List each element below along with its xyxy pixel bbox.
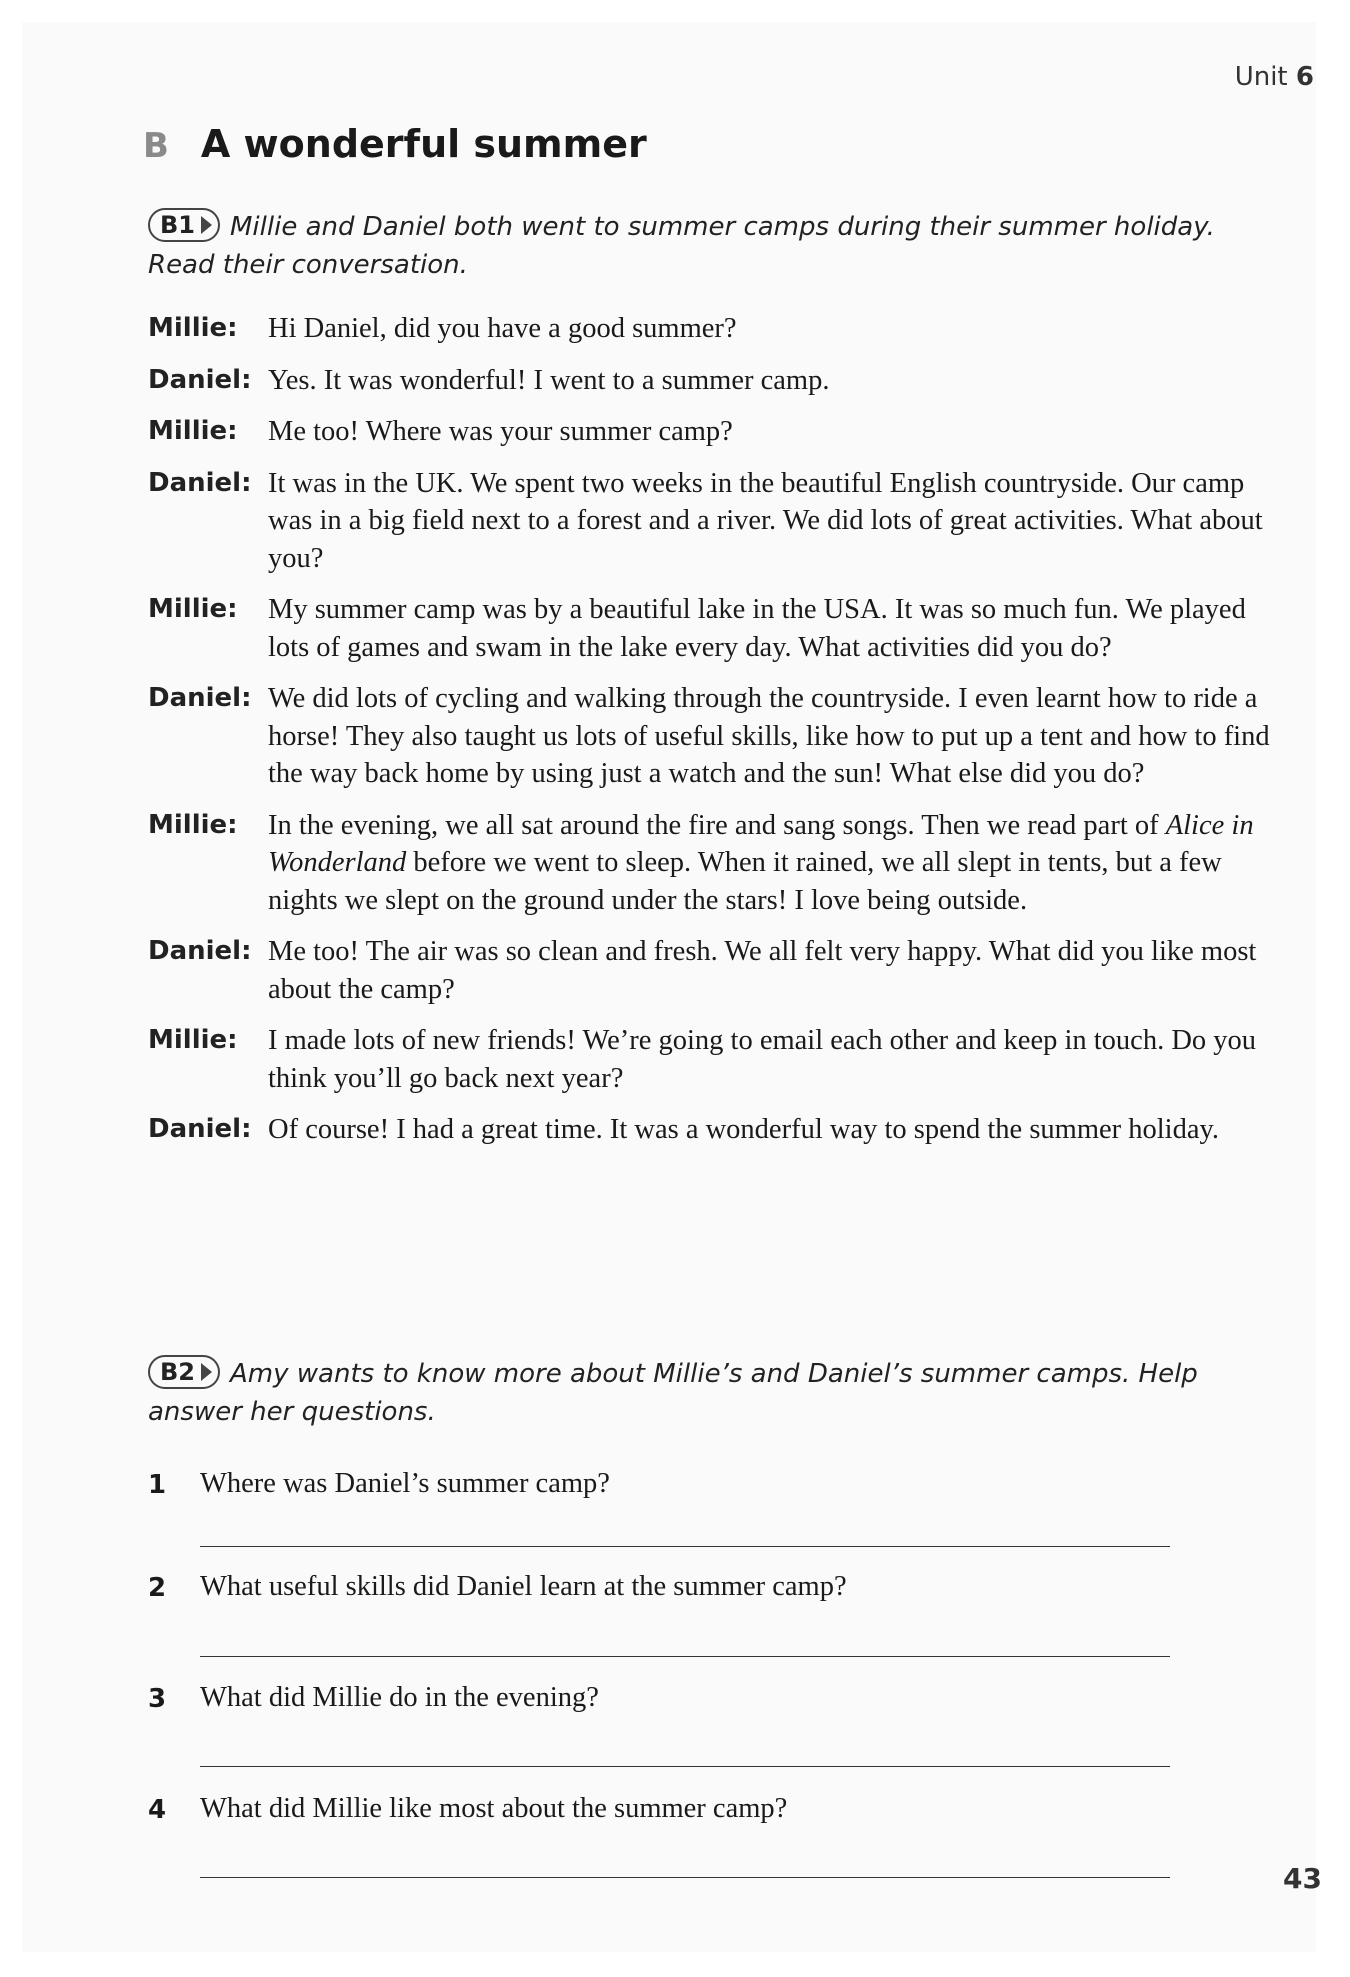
question-number: 2 — [148, 1573, 167, 1603]
section-letter: B — [143, 126, 169, 166]
dialogue-line: My summer camp was by a beautiful lake in the USA. It was so much fun. We played lots of games and swam in the lake every day. What activities did you do? — [268, 594, 1246, 663]
speaker-name: Millie: — [148, 416, 238, 446]
answer-line[interactable] — [200, 1766, 1170, 1767]
dialogue-turn — [148, 591, 1298, 666]
dialogue-turn — [148, 680, 1298, 793]
dialogue-turn — [148, 1111, 1298, 1149]
dialogue-turn — [148, 807, 1298, 920]
dialogue-turn — [148, 310, 1298, 348]
speaker-name: Millie: — [148, 313, 238, 343]
section-title: A wonderful summer — [200, 122, 647, 166]
play-icon — [201, 216, 212, 234]
question-text: Where was Daniel’s summer camp? — [200, 1468, 610, 1499]
unit-number: 6 — [1295, 62, 1314, 92]
dialogue-line: Yes. It was wonderful! I went to a summer camp. — [268, 364, 830, 396]
speaker-name: Millie: — [148, 809, 238, 840]
question-text: What did Millie do in the evening? — [200, 1682, 599, 1713]
book-title: Alice in Wonderland — [268, 809, 1254, 878]
speaker-name: Daniel: — [148, 683, 252, 713]
dialogue-line: It was in the UK. We spent two weeks in the beautiful English countryside. Our camp was in a big field next to a forest and a river. We did lots of great activities. What about you? — [268, 467, 1263, 574]
task-b2-badge: B2 — [148, 1355, 220, 1389]
dialogue-line: Hi Daniel, did you have a good summer? — [268, 313, 737, 344]
task-b1-badge: B1 — [148, 208, 220, 242]
dialogue-turn — [148, 465, 1298, 578]
page-number: 43 — [1283, 1862, 1322, 1895]
dialogue-turn — [148, 933, 1298, 1008]
dialogue-turn — [148, 413, 1298, 451]
answer-line[interactable] — [200, 1877, 1170, 1878]
question-text: What useful skills did Daniel learn at the summer camp? — [200, 1571, 847, 1602]
answer-line[interactable] — [200, 1546, 1170, 1547]
play-icon — [201, 1363, 212, 1381]
question-number: 1 — [148, 1470, 167, 1500]
dialogue-line: Me too! Where was your summer camp? — [268, 416, 733, 447]
dialogue-line: Me too! The air was so clean and fresh. We all felt very happy. What did you like most about the camp? — [268, 936, 1257, 1005]
dialogue-turn — [148, 362, 1298, 400]
speaker-name: Daniel: — [148, 364, 252, 395]
answer-line[interactable] — [200, 1656, 1170, 1657]
question-text: What did Millie like most about the summer camp? — [200, 1793, 788, 1824]
dialogue-line: We did lots of cycling and walking through the countryside. I even learnt how to ride a horse! They also taught us lots of useful skills, like how to put up a tent and how to find the way back home by using just a watch and the sun! What else did you do? — [268, 683, 1270, 789]
speaker-name: Daniel: — [148, 1114, 252, 1144]
unit-label: Unit 6 — [1234, 62, 1314, 92]
dialogue-line: I made lots of new friends! We’re going to email each other and keep in touch. Do you think you’ll go back next year? — [268, 1025, 1257, 1094]
dialogue — [148, 310, 1298, 1163]
speaker-name: Millie: — [148, 594, 238, 624]
question-number: 4 — [148, 1795, 167, 1825]
speaker-name: Millie: — [148, 1025, 238, 1055]
speaker-name: Daniel: — [148, 467, 252, 498]
dialogue-turn — [148, 1022, 1298, 1097]
task-b2-instruction: B2 Amy wants to know more about Millie’s and Daniel’s summer camps. Help answer her questions. — [148, 1355, 1228, 1431]
section-heading — [143, 122, 647, 166]
dialogue-line: In the evening, we all sat around the fire and sang songs. Then we read part of Alice in Wonderland before we went to sleep. When it rained, we all slept in tents, but a few nights we slept on the ground under the stars! I love being outside. — [268, 809, 1254, 916]
question-number: 3 — [148, 1684, 167, 1714]
speaker-name: Daniel: — [148, 936, 252, 966]
task-b1-instruction: B1 Millie and Daniel both went to summer camps during their summer holiday. Read their conversation. — [148, 208, 1228, 284]
dialogue-line: Of course! I had a great time. It was a wonderful way to spend the summer holiday. — [268, 1114, 1220, 1145]
